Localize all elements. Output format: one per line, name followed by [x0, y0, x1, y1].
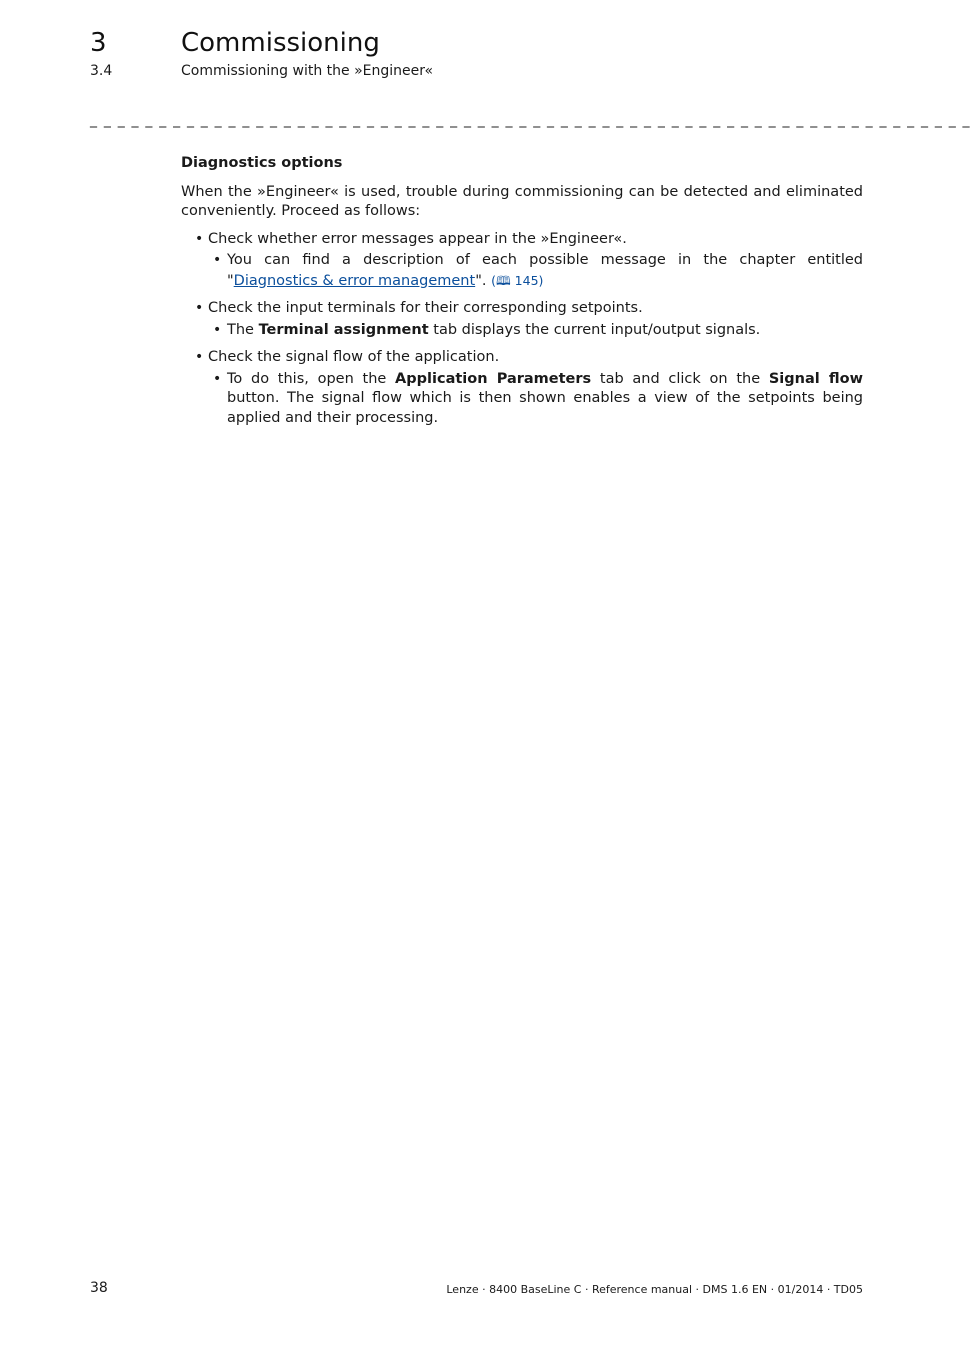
footer-text: Lenze · 8400 BaseLine C · Reference manual · DMS 1.6 EN · 01/2014 · TD05: [446, 1283, 863, 1296]
sub-item-text: To do this, open the: [227, 370, 396, 387]
sub-item-text: tab displays the current input/output signals.: [428, 321, 761, 338]
header-dash-rule: _ _ _ _ _ _ _ _ _ _ _ _ _ _ _ _ _ _ _ _ _ _ _ _ _ _ _ _ _ _ _ _ _ _ _ _ _ _ _ _ _ _ _ _ _ _ _ _ _ _ _ _ _ _ _ _ _ _ _ _ _ _ _ _: [90, 112, 971, 128]
list-item-text: Check whether error messages appear in the »Engineer«.: [208, 230, 627, 247]
bullet-icon: •: [195, 349, 204, 365]
list-item-text: Check the signal flow of the application.: [208, 349, 500, 365]
bullet-icon: •: [195, 300, 204, 316]
chapter-title: Commissioning: [181, 28, 380, 58]
sub-item-text: The: [227, 321, 259, 338]
list-item: [181, 348, 863, 368]
sub-list-item: [181, 370, 863, 429]
sub-list-item: [181, 251, 863, 291]
bullet-icon: •: [195, 230, 204, 247]
sub-list-item: [181, 321, 863, 341]
section-title: Commissioning with the »Engineer«: [181, 63, 434, 79]
bullet-icon: •: [213, 321, 222, 338]
bullet-group-1: [181, 230, 863, 292]
section-number: 3.4: [90, 63, 113, 79]
bullet-icon: •: [213, 370, 222, 387]
sub-item-text: ".: [475, 272, 492, 289]
bullet-icon: •: [213, 252, 222, 268]
page-reference-link[interactable]: (🕮 145): [491, 272, 544, 288]
sub-item-text: button. The signal flow which is then shown enables a view of the setpoints being applied and their processing.: [227, 390, 863, 426]
bullet-group-2: [181, 299, 863, 340]
sub-item-text: You can find a description of each possible message in the chapter entitled ": [227, 252, 863, 289]
bullet-group-3: [181, 348, 863, 428]
page-number: 38: [90, 1280, 108, 1296]
terminal-assignment-label: Terminal assignment: [258, 321, 429, 338]
list-item: [181, 299, 863, 319]
application-parameters-label: Application Parameters: [395, 370, 592, 387]
diagnostics-chapter-link[interactable]: Diagnostics & error management: [233, 272, 476, 289]
sub-item-text: tab and click on the: [591, 370, 769, 387]
intro-paragraph: When the »Engineer« is used, trouble during commissioning can be detected and eliminated conveniently. Proceed as follows:: [181, 183, 863, 219]
list-item: [181, 230, 863, 250]
signal-flow-label: Signal flow: [768, 370, 864, 387]
chapter-number: 3: [90, 28, 107, 58]
main-content: [181, 154, 863, 436]
list-item-text: Check the input terminals for their corresponding setpoints.: [208, 300, 643, 316]
subsection-heading: Diagnostics options: [181, 155, 343, 171]
